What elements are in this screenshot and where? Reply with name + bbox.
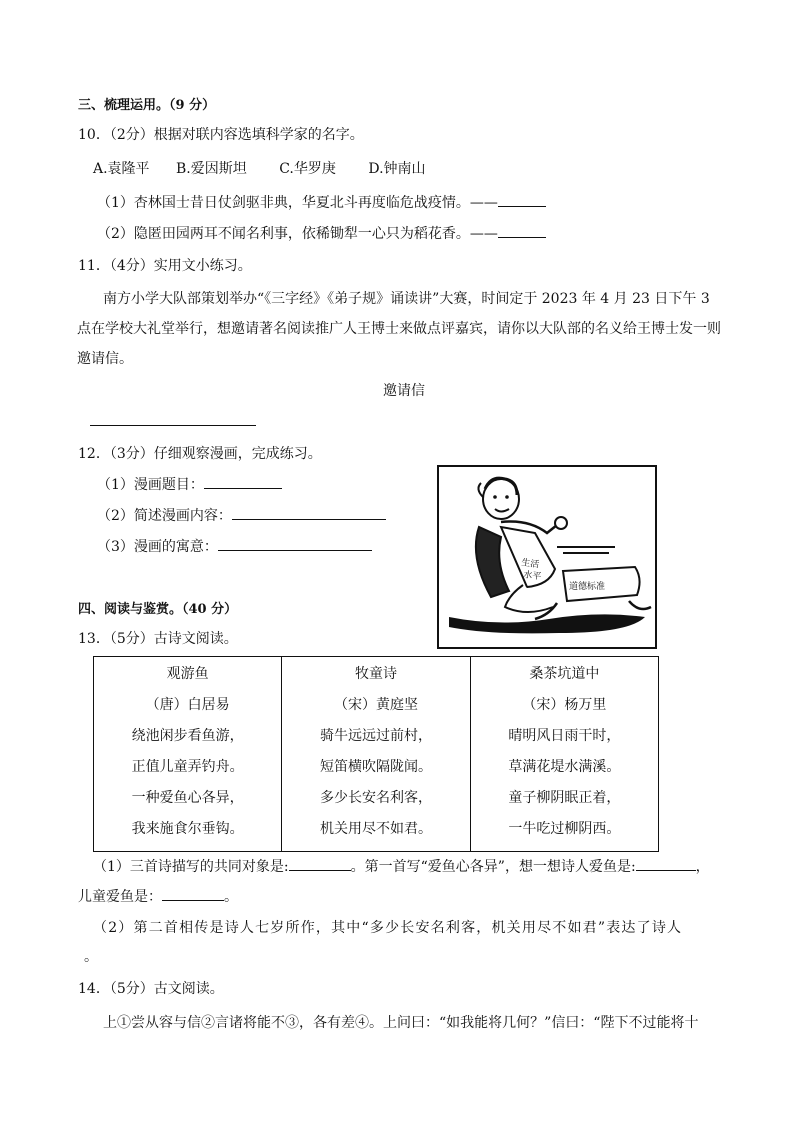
q10-item2-text: （2）隐匿田园两耳不闻名利事，依稀锄犁一心只为稻花香。—— [97,226,498,242]
poem-1-line: 我来施食尔垂钩。 [131,821,244,837]
poem-2-line: 多少长安名利客， [319,790,432,806]
poem-2-line: 短笛横吹隔陇闻。 [319,759,432,775]
q10-item1 [97,192,546,212]
poem-3-line: 草满花堤水满溪。 [508,759,621,775]
q13-q1-line2-end: 。 [224,889,238,905]
q12-item2-answer-blank[interactable] [232,505,386,520]
q12-item3-answer-blank[interactable] [218,536,372,551]
q13-q1-blank-child[interactable] [162,886,224,901]
q13-question2: （2）第二首相传是诗人七岁所作，其中“多少长安名利客，机关用尽不如君”表达了诗人 [93,920,683,936]
q10-item2-answer-blank[interactable] [498,223,546,238]
cartoon-image [437,465,657,649]
q10-option-c: C.华罗庚 [279,161,336,177]
section4-heading: 四、阅读与鉴赏。（40 分） [78,602,238,617]
q10-option-a: A.袁隆平 [93,161,150,177]
poem-2-title: 牧童诗 [354,666,397,682]
poem-2-author: （宋）黄庭坚 [333,697,418,713]
q12-item2-text: （2）简述漫画内容： [97,508,232,524]
poem-3-title: 桑茶坑道中 [529,666,600,682]
cartoon-label-moral: 道德标准 [569,582,606,592]
letter-title: 邀请信 [383,383,425,399]
poem-1 [94,657,282,852]
poem-3 [470,657,658,852]
poem-1-author: （唐）白居易 [145,697,230,713]
poem-3-line: 一牛吃过柳阴西。 [508,821,621,837]
q11-para-line2: 点在学校大礼堂举行，想邀请著名阅读推广人王博士来做点评嘉宾，请你以大队部的名义给王博士发一则 [77,321,721,337]
poem-1-line: 一种爱鱼心各异， [131,790,244,806]
q12-item1-answer-blank[interactable] [204,474,282,489]
q12-item2 [97,505,386,525]
poem-1-title: 观游鱼 [166,666,209,682]
q10-stem: 10．（2分）根据对联内容选填科学家的名字。 [78,127,364,143]
q12-item1 [97,474,282,494]
cartoon-drawing [439,467,655,647]
poems-table [93,656,659,852]
q14-para-line1: 上①尝从容与信②言诸将能不③，各有差④。上问曰：“如我能将几何？”信曰：“陛下不过能将十 [103,1015,699,1031]
q10-option-d: D.钟南山 [368,161,426,177]
q13-q1-line2-text: 儿童爱鱼是： [78,889,162,905]
q13-stem: 13．（5分）古诗文阅读。 [78,631,238,647]
poem-2 [282,657,470,852]
q13-q1-blank-poet[interactable] [636,856,696,871]
cartoon-label-living: 生活 [520,558,540,571]
poem-3-author: （宋）杨万里 [522,697,607,713]
q13-question1 [93,856,710,876]
poem-2-line: 机关用尽不如君。 [319,821,432,837]
q10-options [93,158,426,178]
q12-item3 [97,536,372,556]
q10-item2 [97,223,546,243]
q12-item3-text: （3）漫画的寓意： [97,539,218,555]
q13-q1-part1: （1）三首诗描写的共同对象是: [93,859,289,875]
q10-item1-text: （1）杏林国士昔日仗剑驱非典，华夏北斗再度临危战疫情。—— [97,195,498,211]
q13-q1-part3: ， [695,859,710,875]
q12-stem: 12．（3分）仔细观察漫画，完成练习。 [78,446,322,462]
section3-heading: 三、梳理运用。（9 分） [78,98,216,113]
q13-question2-end: 。 [84,949,98,965]
letter-salutation-blank[interactable] [90,425,256,426]
q14-stem: 14．（5分）古文阅读。 [78,981,224,997]
poem-3-line: 童子柳阴眠正着， [508,790,621,806]
q12-item1-text: （1）漫画题目： [97,477,204,493]
poem-2-line: 骑牛远远过前村， [319,728,432,744]
cartoon-label-standard: 水平 [522,570,542,583]
q13-question1-line2 [78,886,238,906]
poem-1-line: 绕池闲步看鱼游， [131,728,244,744]
poem-3-line: 晴明风日雨干时， [508,728,621,744]
q11-stem: 11．（4分）实用文小练习。 [78,258,252,274]
q13-q1-part2: 。第一首写“爱鱼心各异”，想一想诗人爱鱼是: [350,859,636,875]
q11-para-line3: 邀请信。 [77,351,133,367]
q11-para-line1: 南方小学大队部策划举办“《三字经》《弟子规》诵读讲”大赛，时间定于 2023 年 4 月 23 日下午 3 [103,291,710,307]
q10-item1-answer-blank[interactable] [498,192,546,207]
poem-1-line: 正值儿童弄钓舟。 [131,759,244,775]
q10-option-b: B.爱因斯坦 [176,161,247,177]
q13-q1-blank-common[interactable] [289,856,351,871]
